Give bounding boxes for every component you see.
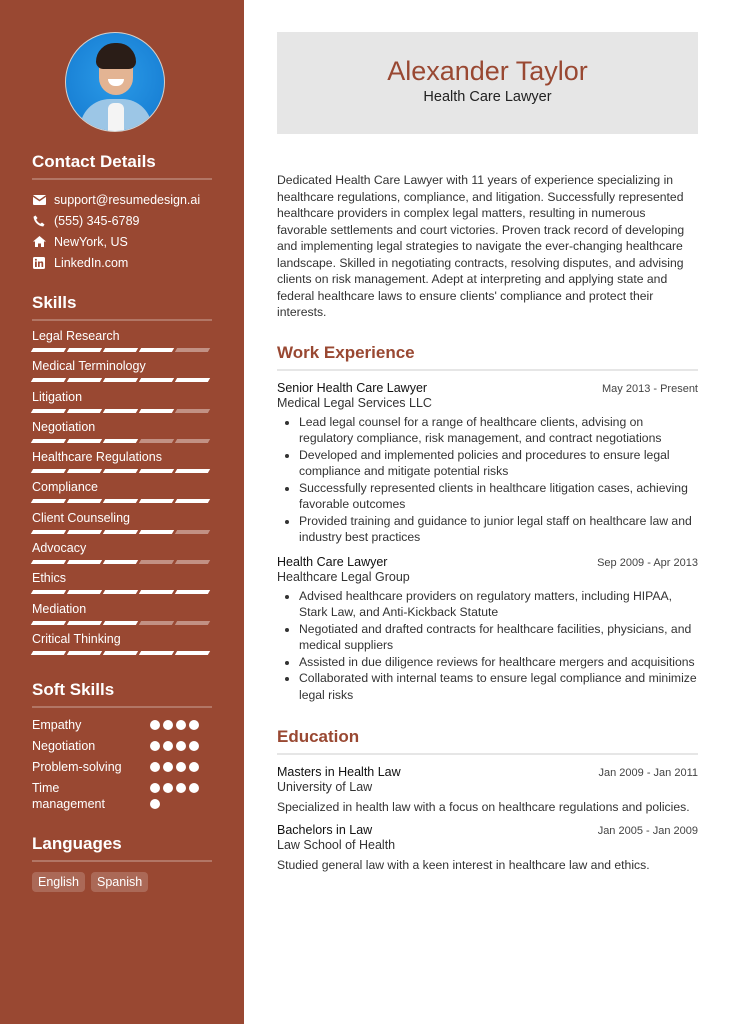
job-entry [277,555,698,704]
home-icon [32,235,46,249]
language-tag: English [32,872,85,892]
language-tag: Spanish [91,872,148,892]
skill-item [32,632,212,662]
skill-name: Legal Research [32,329,120,343]
skill-item [32,329,212,359]
job-dates: May 2013 - Present [602,382,698,395]
job-bullet: • Provided training and guidance to junior legal staff on healthcare law and industry best practices [299,513,698,546]
contact-email[interactable] [32,189,212,210]
skill-rating-bar [32,530,212,534]
job-bullet: • Negotiated and drafted contracts for healthcare facilities, physicians, and medical suppliers [299,621,698,654]
contact-email-text: support@resumedesign.ai [54,192,201,207]
education-heading: Education [277,727,698,755]
languages-list [32,872,212,892]
contact-linkedin[interactable] [32,252,212,273]
job-company: Medical Legal Services LLC [277,395,432,410]
soft-skill-rating-dots [150,759,202,775]
job-bullet: • Developed and implemented policies and procedures to ensure legal compliance and mitigate potential risks [299,447,698,480]
job-entry [277,381,698,546]
contact-phone[interactable] [32,210,212,231]
name-header [277,32,698,134]
sidebar [0,0,244,1024]
job-dates: Sep 2009 - Apr 2013 [597,556,698,569]
skill-name: Compliance [32,480,99,495]
soft-skill-item [32,738,212,754]
skill-item [32,450,212,480]
skill-rating-bar [32,439,212,443]
skill-rating-bar [32,469,212,473]
skill-item [32,541,212,571]
soft-skill-rating-dots [150,780,202,812]
job-bullet: • Collaborated with internal teams to ensure legal compliance and minimize legal risks [299,670,698,703]
degree: Bachelors in Law [277,822,373,837]
job-bullet: • Assisted in due diligence reviews for healthcare mergers and acquisitions [299,654,698,671]
education-entry [277,823,698,874]
job-bullet: • Advised healthcare providers on regulatory matters, including HIPAA, Stark Law, and Anti-Kickback Statute [299,588,698,621]
contact-location-text: NewYork, US [54,234,128,249]
degree: Masters in Health Law [277,765,401,779]
skill-rating-bar [32,590,212,594]
candidate-title: Health Care Lawyer [423,89,552,105]
education-dates: Jan 2005 - Jan 2009 [597,824,698,837]
soft-skill-name: Time management [32,781,105,812]
job-bullets [277,414,698,546]
contact-location [32,231,212,252]
skill-item [32,602,212,632]
education-entry [277,765,698,816]
school: University of Law [277,780,373,794]
job-title: Health Care Lawyer [277,554,388,569]
linkedin-icon [32,256,46,270]
skill-item [32,571,212,601]
skill-rating-bar [32,348,212,352]
phone-icon [32,214,46,228]
skill-rating-bar [32,409,212,413]
skill-name: Negotiation [32,419,96,434]
skill-rating-bar [32,621,212,625]
education-description: Studied general law with a keen interest in healthcare law and ethics. [277,857,650,872]
job-bullets [277,588,698,704]
contact-phone-text: (555) 345-6789 [54,213,140,228]
soft-skill-item [32,780,212,812]
skill-name: Litigation [32,389,83,404]
skill-name: Healthcare Regulations [32,450,162,465]
work-experience-heading: Work Experience [277,343,698,371]
contact-linkedin-text: LinkedIn.com [54,255,129,270]
skills-list [32,329,212,662]
skill-name: Medical Terminology [32,359,146,374]
job-bullet: • Successfully represented clients in healthcare litigation cases, achieving favorable outcomes [299,480,698,513]
skill-rating-bar [32,499,212,503]
envelope-icon [32,193,46,207]
soft-skill-rating-dots [150,717,202,733]
contact-list [32,189,212,273]
soft-skill-name: Empathy [32,718,82,733]
skills-heading: Skills [32,293,212,321]
soft-skill-name: Negotiation [32,739,96,754]
languages-heading: Languages [32,834,212,862]
skill-rating-bar [32,651,212,655]
skill-rating-bar [32,560,212,564]
avatar [65,32,165,132]
job-bullet: • Lead legal counsel for a range of healthcare clients, advising on regulatory compliance, risk management, and contract negotiations [299,414,698,447]
job-company: Healthcare Legal Group [277,569,410,584]
soft-skill-item [32,717,212,733]
school: Law School of Health [277,837,396,852]
skill-name: Client Counseling [32,510,130,525]
skill-name: Ethics [32,571,67,586]
contact-heading: Contact Details [32,152,212,180]
skill-item [32,390,212,420]
education-dates: Jan 2009 - Jan 2011 [598,767,698,779]
job-title: Senior Health Care Lawyer [277,380,428,395]
candidate-name: Alexander Taylor [387,56,588,86]
soft-skills-heading: Soft Skills [32,680,212,708]
skill-item [32,511,212,541]
education-description: Specialized in health law with a focus on healthcare regulations and policies. [277,800,690,814]
soft-skill-item [32,759,212,775]
profile-summary: Dedicated Health Care Lawyer with 11 years of experience specializing in healthcare regulations, compliance, and litigation. Successfully represented healthcare providers in complex legal matters, resulting in numerous favorable settlements and court victories. Proven track record of developing and implementing legal strategies to navigate the ever-changing healthcare landscape. Skilled in negotiating contracts, resolving disputes, and advising clients on risk management. Adept at interpreting and applying state and federal healthcare laws to ensure clients' compliance and protect their interests. [277,173,685,319]
skill-rating-bar [32,378,212,382]
soft-skill-name: Problem-solving [32,760,122,775]
skill-item [32,359,212,389]
soft-skill-rating-dots [150,738,202,754]
skill-name: Advocacy [32,541,87,556]
skill-item [32,420,212,450]
skill-item [32,480,212,510]
soft-skills-list [32,717,212,812]
skill-name: Mediation [32,601,87,616]
skill-name: Critical Thinking [32,631,121,646]
main-content [277,32,698,873]
